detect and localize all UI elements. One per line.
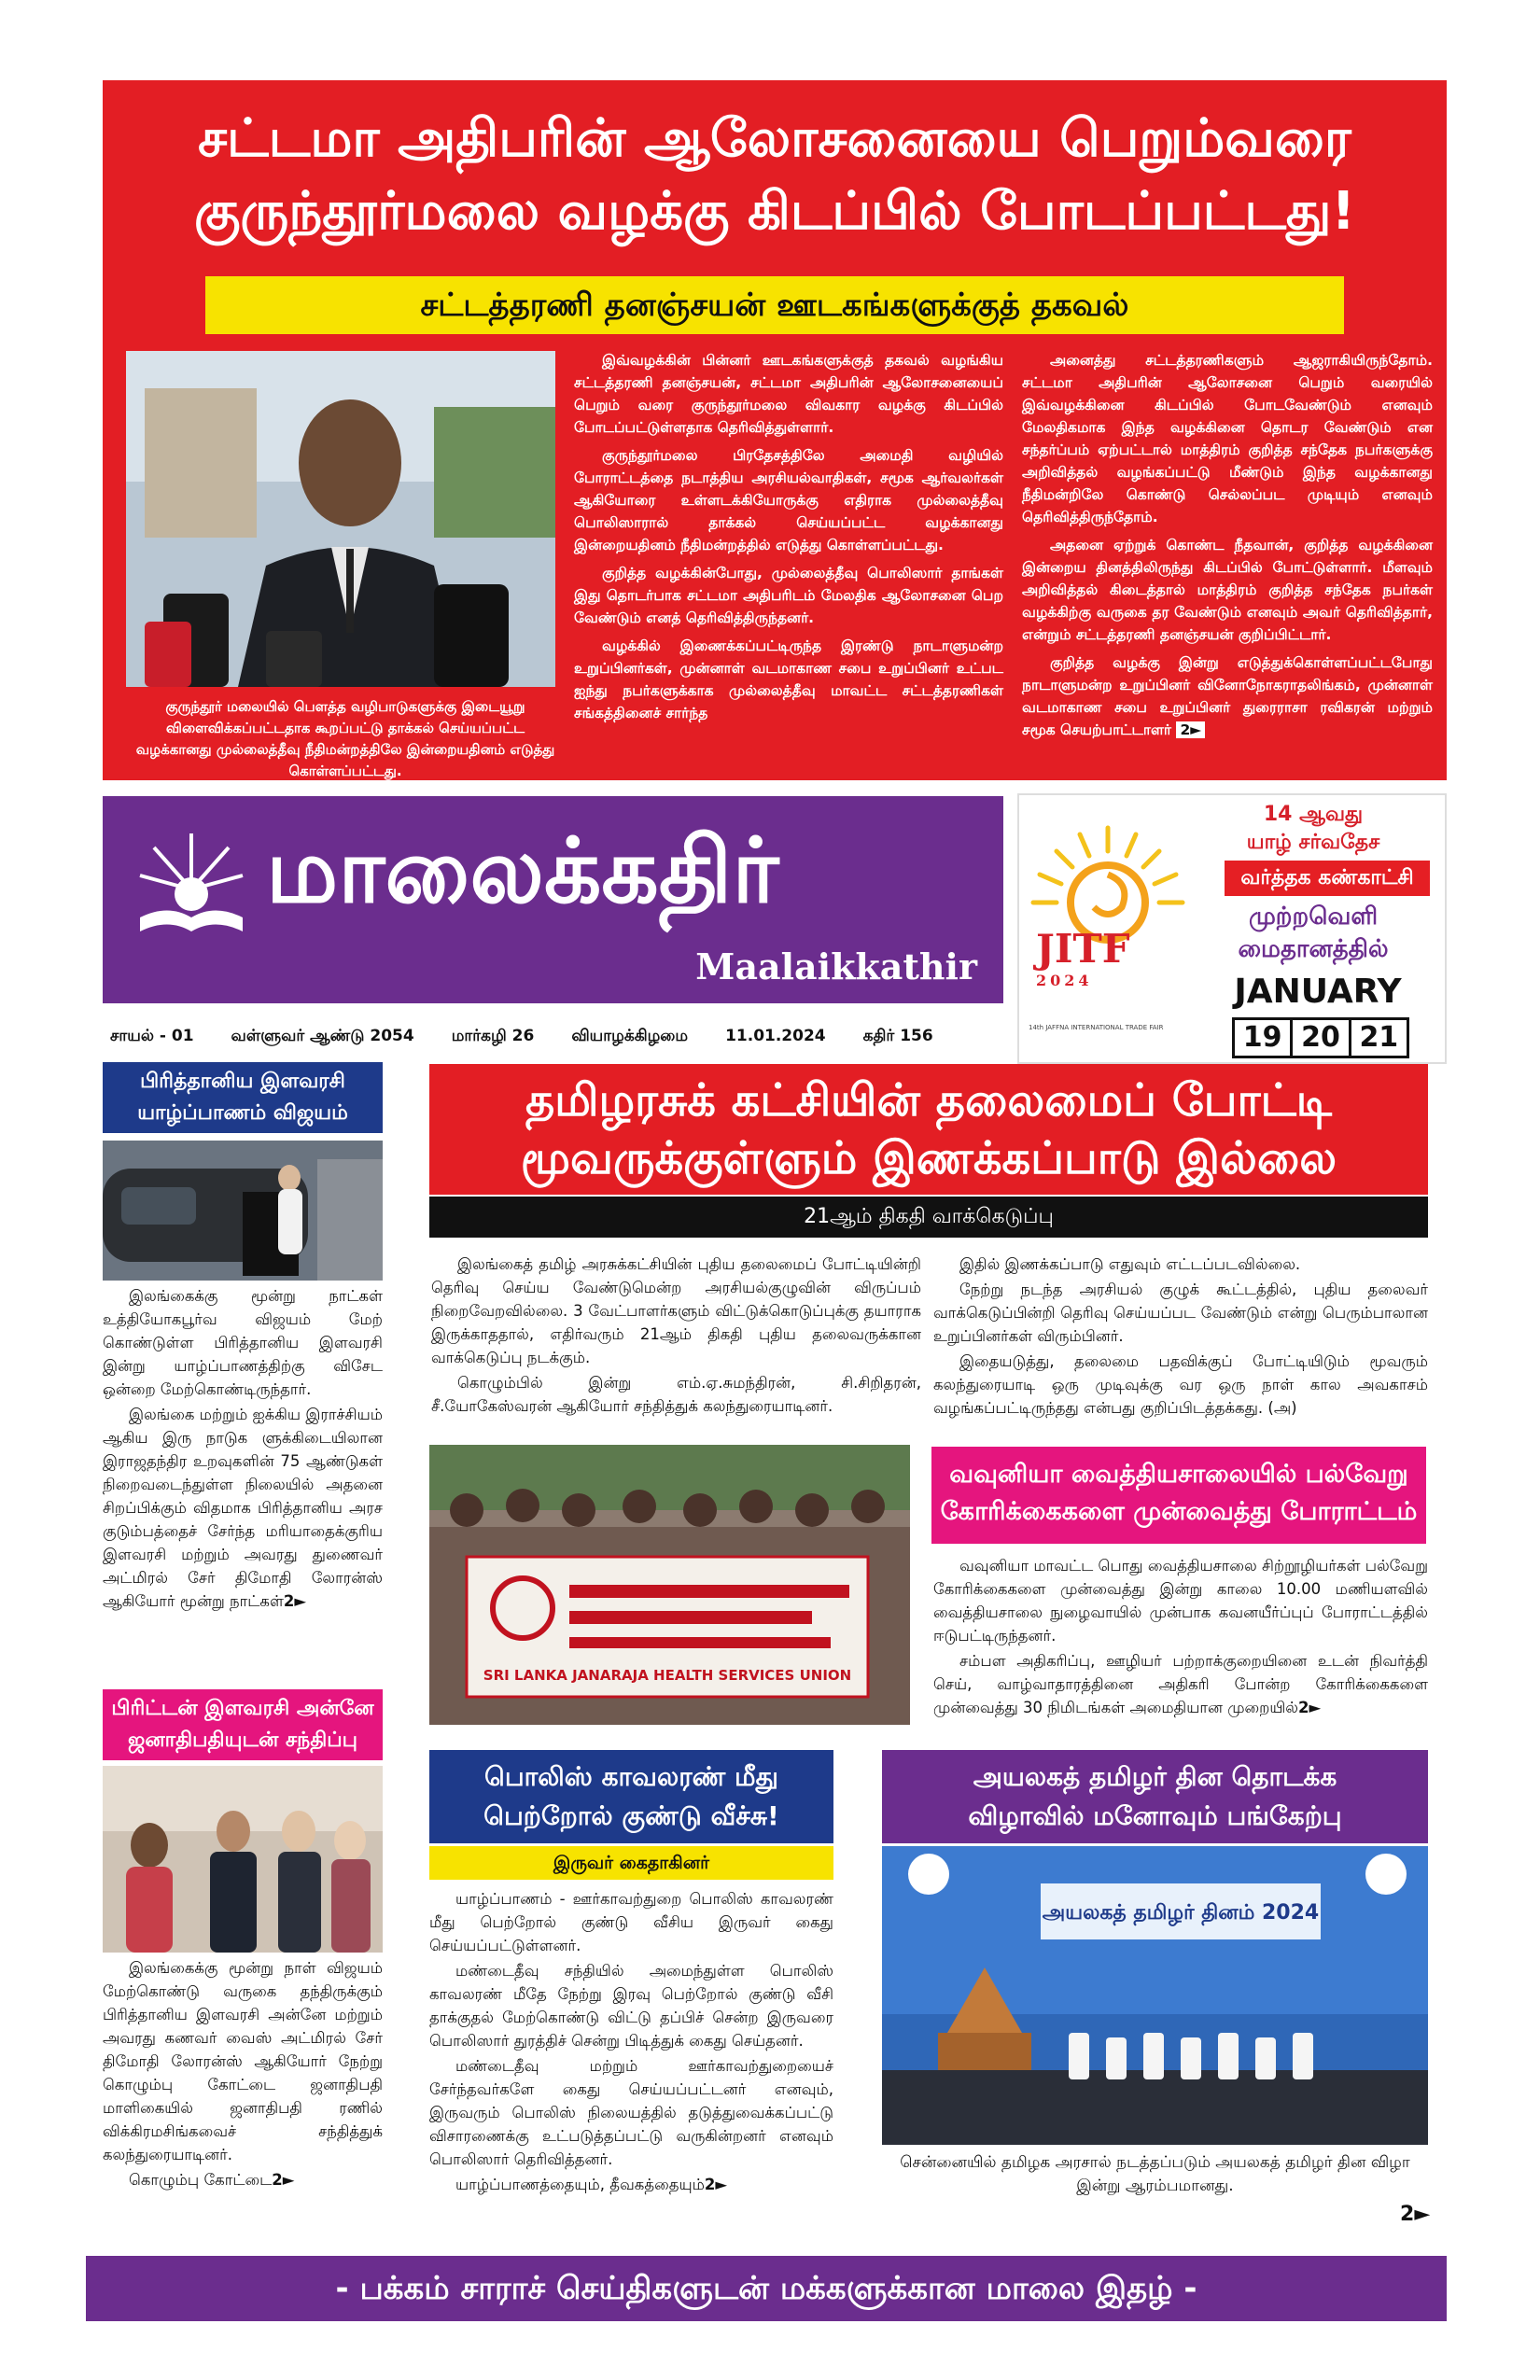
diaspora-story-headline: அயலகத் தமிழர் தின தொடக்க விழாவில் மனோவும் பங்கேற்பு — [882, 1750, 1428, 1843]
ad-venue-line: முற்றவெளி — [1248, 903, 1379, 931]
ad-date: 19 — [1235, 1020, 1293, 1056]
top-story — [103, 80, 1447, 780]
tamil-date: மார்கழி 26 — [451, 1027, 535, 1045]
protest-story-body — [933, 1554, 1428, 1721]
footer-slogan: - பக்கம் சாராச் செய்திகளுடன் மக்களுக்கான மாலை இதழ் - — [86, 2256, 1447, 2321]
story-paragraph: இலங்கைத் தமிழ் அரசுக்கட்சியின் புதிய தலைமைப் போட்டியின்றி தெரிவு செய்ய வேண்டுமென்ற அரசியல்குழுவின் விருப்பம் நிறைவேறவில்லை. 3 வேட்பாளர்களும் விட்டுக்கொடுப்புக்கு தயாராக இருக்காததால், எதிர்வரும் 21ஆம் திகதி புதிய தலைவருக்கான வாக்கெடுப்பு நடக்கும். — [431, 1255, 921, 1366]
police-story-subhead: இருவர் கைதாகினர் — [429, 1846, 833, 1880]
story-paragraph: இலங்கைக்கு மூன்று நாட்கள் உத்தியோகபூர்வ விஜயம் மேற் கொண்டுள்ள பிரித்தானிய இளவரசி இன்று யாழ்ப்பாணத்திற்கு விசேட ஒன்றை மேற்கொண்டிருந்தார். — [103, 1287, 383, 1398]
protest-story-headline: வவுனியா வைத்தியசாலையில் பல்வேறு கோரிக்கைகளை முன்வைத்து போராட்டம் — [931, 1447, 1426, 1544]
lead-story-headline: தமிழரசுக் கட்சியின் தலைமைப் போட்டி மூவருக்குள்ளும் இணக்கப்பாடு இல்லை — [429, 1064, 1428, 1195]
top-paragraph: அதனை ஏற்றுக் கொண்ட நீதவான், குறித்த வழக்கினை இன்றைய தினத்திலிருந்து கிடப்பில் போட்டுள்ளார். மீளவும் அறிவித்தல் கிடைத்தால் மாத்திரம் குறித்த சந்தேக நபர்கள் வழக்கிற்கு வருகை தர வேண்டும் எனவும் அவர் தெரிவித்தார், என்றும் சட்டத்தரணி தனஞ்சயன் குறிப்பிட்டார். — [1022, 537, 1433, 643]
ad-dates — [1232, 1017, 1409, 1058]
princess-president-photo — [103, 1766, 383, 1953]
masthead — [103, 796, 1003, 1003]
story-princess-president-headline: பிரிட்டன் இளவரசி அன்னே ஜனாதிபதியுடன் சந்திப்பு — [103, 1689, 383, 1760]
continue-arrow-icon[interactable]: 2► — [704, 2176, 728, 2193]
protest-banner-text: SRI LANKA JANARAJA HEALTH SERVICES UNION — [483, 1667, 852, 1684]
newspaper-title: மாலைக்கதிர் — [266, 818, 779, 923]
lead-story-column-2 — [933, 1253, 1428, 1421]
jitf-logo-text: JITF 2024 — [1036, 926, 1130, 989]
story-princess-president-body — [103, 1956, 383, 2193]
continue-arrow-icon[interactable]: 2► — [1298, 1699, 1322, 1716]
story-paragraph: இதையடுத்து, தலைமை பதவிக்குப் போட்டியிடும் மூவரும் கலந்துரையாடி ஒரு முடிவுக்கு வர ஒரு நாள் கால அவகாசம் வழங்கப்பட்டிருந்தது என்பது குறிப்பிடத்தக்கது. (அ) — [933, 1352, 1428, 1417]
ad-line: யாழ் சர்வதேச — [1246, 831, 1380, 854]
issue-date: 11.01.2024 — [725, 1027, 826, 1045]
ad-line: 14 ஆவது — [1263, 803, 1364, 826]
story-princess-jaffna-body — [103, 1284, 383, 1615]
top-paragraph: குருந்தூர்மலை பிரதேசத்திலே அமைதி வழியில் போராட்டத்தை நடாத்திய அரசியல்வாதிகள், சமூக ஆர்வலர்கள் ஆகியோரை உள்ளடக்கியோருக்கு எதிராக முல்லைத்தீவு பொலிஸாரால் தாக்கல் செய்யப்பட்ட வழக்கானது இன்றையதினம் நீதிமன்றத்தில் எடுத்து கொள்ளப்பட்டது. — [574, 447, 1003, 553]
book-sunrise-logo-icon — [131, 824, 252, 945]
top-paragraph: அனைத்து சட்டத்தரணிகளும் ஆஜராகியிருந்தோம். சட்டமா அதிபரின் ஆலோசனை பெறும் வரையில் இவ்வழக்கினை கிடப்பில் போடவேண்டும் எனவும் மேலதிகமாக இந்த வழக்கினை தொடர வேண்டும் என சந்தர்ப்பம் ஏற்பட்டால் மாத்திரம் குறித்த சந்தேக நபர்களுக்கு அறிவித்தல் வழங்கப்பட்டு மீண்டும் இந்த வழக்கானது நீதிமன்றிலே கொண்டு செல்லப்பட முடியும் எனவும் தெரிவித்திருந்தோம். — [1022, 352, 1433, 525]
story-paragraph: யாழ்ப்பாணத்தையும், தீவகத்தையும்2► — [455, 2176, 728, 2193]
issue-number: கதிர் 156 — [862, 1027, 933, 1045]
continue-arrow-icon[interactable]: 2► — [1400, 2203, 1431, 2226]
top-story-column-2 — [1022, 349, 1433, 747]
story-paragraph: இலங்கைக்கு மூன்று நாள் விஜயம் மேற்கொண்டு வருகை தந்திருக்கும் பிரித்தானிய இளவரசி அன்னே மற்றும் அவரது கணவர் வைஸ் அட்மிரல் சேர் திமோதி லோரன்ஸ் ஆகியோர் நேற்று கொழும்பு கோட்டை ஜனாதிபதி மாளிகையில் ஜனாதிபதி ரணில் விக்கிரமசிங்கவைச் சந்தித்துக் கலந்துரையாடினர். — [103, 1959, 383, 2163]
story-paragraph: இதில் இணக்கப்பாடு எதுவும் எட்டப்படவில்லை. — [959, 1255, 1301, 1273]
lead-story-subhead: 21ஆம் திகதி வாக்கெடுப்பு — [429, 1197, 1428, 1238]
trade-fair-advertisement — [1017, 793, 1447, 1064]
ad-date: 21 — [1359, 1021, 1399, 1054]
weekday: வியாழக்கிழமை — [571, 1027, 689, 1045]
story-princess-jaffna-headline: பிரித்தானிய இளவரசி யாழ்ப்பாணம் விஜயம் — [103, 1062, 383, 1133]
top-story-photo — [126, 351, 555, 687]
story-paragraph: மண்டைதீவு சந்தியில் அமைந்துள்ள பொலிஸ் காவலரண் மீதே நேற்று இரவு பெற்றோல் குண்டு வீசி தாக்குதல் மேற்கொண்டு விட்டு தப்பிச் சென்ற இருவரை பொலிஸார் துரத்திச் சென்று பிடித்துக் கைது செய்தனர். — [429, 1962, 833, 2050]
top-headline-line1: சட்டமா அதிபரின் ஆலோசனையை பெறும்வரை — [198, 108, 1351, 169]
top-paragraph: இவ்வழக்கின் பின்னர் ஊடகங்களுக்குத் தகவல் வழங்கிய சட்டத்தரணி தனஞ்சயன், சட்டமா அதிபரின் ஆலோசனையைப் பெறும் வரை குருந்தூர்மலை விவகார வழக்கு கிடப்பில் போடப்பட்டுள்ளதாக தெரிவித்துள்ளார். — [574, 352, 1003, 436]
top-subhead: சட்டத்தரணி தனஞ்சயன் ஊடகங்களுக்குத் தகவல் — [205, 276, 1344, 334]
top-paragraph: வழக்கில் இணைக்கப்பட்டிருந்த இரண்டு நாடாளுமன்ற உறுப்பினர்கள், முன்னாள் வடமாகாண சபை உறுப்பினர் உட்பட ஐந்து நபர்களுக்காக முல்லைத்தீவு மாவட்ட சட்டத்தரணிகள் சங்கத்தினைச் சார்ந்த — [574, 637, 1003, 721]
story-paragraph: நேற்று நடந்த அரசியல் குழுக் கூட்டத்தில், புதிய தலைவர் வாக்கெடுப்பின்றி தெரிவு செய்யப்பட வேண்டும் என்று பெரும்பாலான உறுப்பினர்கள் விரும்பினர். — [933, 1281, 1428, 1345]
police-story-body — [429, 1887, 833, 2198]
valluvar-year: வள்ளுவர் ஆண்டு 2054 — [231, 1027, 414, 1045]
top-photo-caption: குருந்தூர் மலையில் பௌத்த வழிபாடுகளுக்கு இடையூறு விளைவிக்கப்பட்டதாக கூறப்பட்டு தாக்கல் செய்யப்பட்ட வழக்கானது முல்லைத்தீவு நீதிமன்றத்திலே இன்றையதினம் எடுத்து கொள்ளப்பட்டது. — [135, 698, 555, 779]
ad-venue-line: மைதானத்தில் — [1238, 935, 1389, 963]
ad-line-highlight: வர்த்தக கண்காட்சி — [1225, 861, 1430, 896]
ad-month: JANUARY — [1234, 973, 1402, 1011]
event-banner-text: அயலகத் தமிழர் தினம் 2024 — [1042, 1901, 1320, 1925]
story-paragraph: யாழ்ப்பாணம் - ஊர்காவற்துறை பொலிஸ் காவலரண் மீது பெற்றோல் குண்டு வீசிய இருவர் கைது செய்யப்பட்டுள்ளனர். — [429, 1890, 833, 1954]
continue-arrow-icon[interactable]: 2► — [272, 2171, 295, 2189]
story-paragraph: கொழும்பில் இன்று எம்.ஏ.சுமந்திரன், சி.சிறிதரன், சீ.யோகேஸ்வரன் ஆகியோர் சந்தித்துக் கலந்துரையாடினர். — [431, 1374, 921, 1415]
issue-volume: சாயல் - 01 — [110, 1027, 194, 1045]
lead-story-column-1 — [431, 1253, 921, 1420]
story-paragraph: சம்பள அதிகரிப்பு, ஊழியர் பற்றாக்குறையினை உடன் நிவர்த்தி செய், வாழ்வாதாரத்தினை அதிகரி போன்ற கோரிக்கைகளை முன்வைத்து 30 நிமிடங்கள் அமைதியான முறையில்2► — [933, 1652, 1428, 1716]
protest-photo — [429, 1445, 910, 1725]
top-story-column-1 — [574, 349, 1003, 730]
continue-arrow-icon[interactable]: 2► — [1176, 721, 1205, 738]
ad-date: 20 — [1293, 1020, 1351, 1056]
story-paragraph: இலங்கை மற்றும் ஐக்கிய இராச்சியம் ஆகிய இரு நாடுக ளுக்கிடையிலான இராஜதந்திர உறவுகளின் 75 ஆண்டுகள் நிறைவடைந்துள்ள நிலையில் அதனை சிறப்பிக்கும் விதமாக பிரித்தானிய அரச குடும்பத்தைச் சேர்ந்த மரியாதைக்குரிய இளவரசி மற்றும் அவரது துணைவர் அட்மிரல் சேர் திமோதி லோரன்ஸ் ஆகியோர் மூன்று நாட்கள்2► — [103, 1406, 383, 1610]
top-paragraph: குறித்த வழக்கு இன்று எடுத்துக்கொள்ளப்பட்டபோது நாடாளுமன்ற உறுப்பினர் வினோநோகராதலிங்கம், முன்னாள் வடமாகாண சபை உறுப்பினர் துரைராசா ரவிகரன் மற்றும் சமூக செயற்பாட்டாளர் 2► — [1022, 654, 1433, 738]
story-paragraph: வவுனியா மாவட்ட பொது வைத்தியசாலை சிற்றூழியர்கள் பல்வேறு கோரிக்கைகளை முன்வைத்து இன்று காலை 10.00 மணியளவில் வைத்தியசாலை நுழைவாயில் முன்பாக கவனயீர்ப்புப் போராட்டத்தில் ஈடுபட்டிருந்தனர். — [933, 1557, 1428, 1645]
dateline — [110, 1022, 1006, 1050]
story-paragraph: மண்டைதீவு மற்றும் ஊர்காவற்துறையைச் சேர்ந்தவர்களே கைது செய்யப்பட்டனர் எனவும், இருவரும் பொலிஸ் நிலையத்தில் தடுத்துவைக்கப்பட்டு விசாரணைக்கு உட்படுத்தப்பட்டு வருகின்றனர் எனவும் பொலிஸார் தெரிவித்தனர். — [429, 2057, 833, 2168]
top-headline-line2: குருந்தூர்மலை வழக்கு கிடப்பில் போடப்பட்டது! — [193, 181, 1355, 242]
diaspora-event-photo — [882, 1846, 1428, 2145]
diaspora-photo-caption: சென்னையில் தமிழக அரசால் நடத்தப்படும் அயலகத் தமிழர் தின விழா இன்று ஆரம்பமானது. — [900, 2153, 1410, 2195]
newspaper-subtitle: Maalaikkathir — [695, 945, 977, 987]
top-headline — [103, 103, 1447, 248]
princess-helicopter-photo — [103, 1141, 383, 1281]
continue-arrow-icon[interactable]: 2► — [283, 1592, 307, 1610]
police-story-headline: பொலிஸ் காவலரண் மீது பெற்றோல் குண்டு வீச்சு! — [429, 1750, 833, 1843]
jitf-logo-caption: 14th JAFFNA INTERNATIONAL TRADE FAIR — [1029, 1024, 1164, 1031]
story-paragraph: கொழும்பு கோட்டை2► — [129, 2171, 295, 2189]
top-paragraph: குறித்த வழக்கின்போது, முல்லைத்தீவு பொலிஸார் தாங்கள் இது தொடர்பாக சட்டமா அதிபரிடம் மேலதிக ஆலோசனை பெற வேண்டும் எனத் தெரிவித்திருந்தனர். — [574, 565, 1003, 626]
